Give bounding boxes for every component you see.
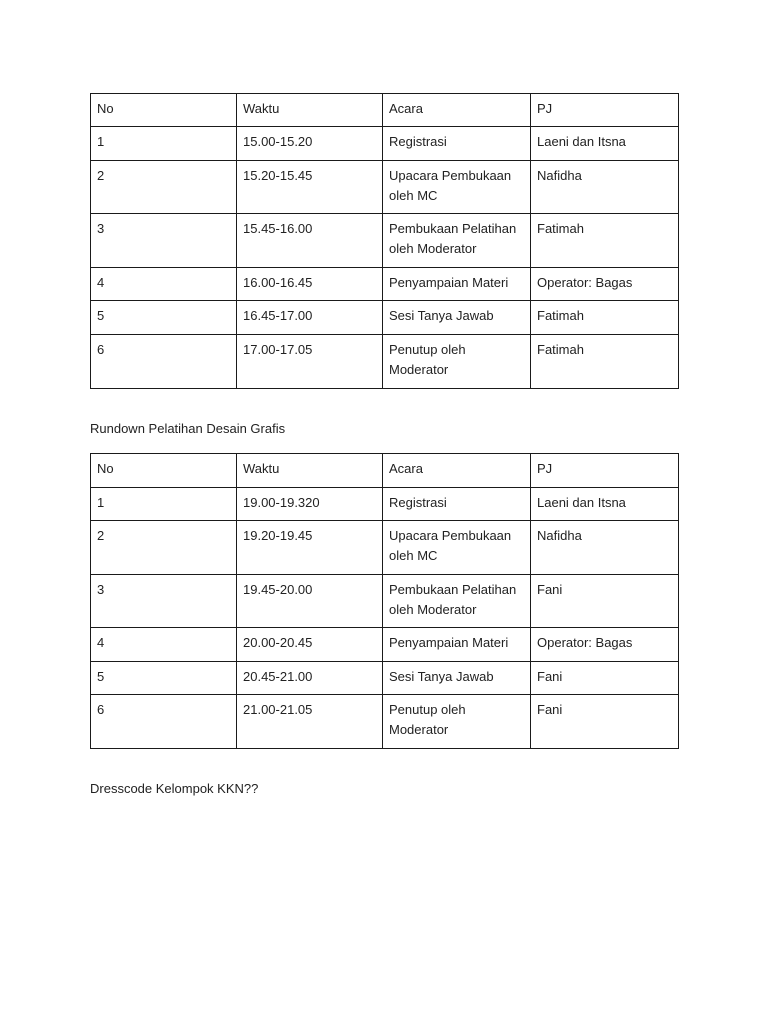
cell-pj: Fani	[531, 575, 679, 628]
cell-pj: Fatimah	[531, 214, 679, 268]
cell-waktu: 15.45-16.00	[237, 214, 383, 268]
cell-acara: Sesi Tanya Jawab	[383, 662, 531, 695]
rundown-table-1	[90, 93, 679, 389]
cell-waktu: 16.00-16.45	[237, 268, 383, 301]
cell-pj: Fatimah	[531, 335, 679, 389]
cell-no: 1	[91, 488, 237, 521]
cell-waktu: 20.45-21.00	[237, 662, 383, 695]
cell-no: 5	[91, 301, 237, 335]
cell-no: 4	[91, 268, 237, 301]
header-cell-pj: PJ	[531, 454, 679, 488]
table-row	[91, 575, 679, 628]
table-row	[91, 335, 679, 389]
cell-no: 2	[91, 521, 237, 575]
cell-no: 6	[91, 695, 237, 749]
table-row	[91, 127, 679, 161]
cell-waktu: 19.20-19.45	[237, 521, 383, 575]
cell-waktu: 20.00-20.45	[237, 628, 383, 662]
cell-pj: Fani	[531, 695, 679, 749]
cell-no: 4	[91, 628, 237, 662]
table-row	[91, 488, 679, 521]
cell-waktu: 21.00-21.05	[237, 695, 383, 749]
cell-no: 5	[91, 662, 237, 695]
cell-acara: Pembukaan Pelatihan oleh Moderator	[383, 575, 531, 628]
header-cell-acara: Acara	[383, 94, 531, 127]
cell-acara: Penyampaian Materi	[383, 628, 531, 662]
cell-acara: Pembukaan Pelatihan oleh Moderator	[383, 214, 531, 268]
header-cell-acara: Acara	[383, 454, 531, 488]
cell-waktu: 17.00-17.05	[237, 335, 383, 389]
table-row	[91, 521, 679, 575]
table-header-row	[91, 94, 679, 127]
cell-waktu: 15.00-15.20	[237, 127, 383, 161]
cell-acara: Penutup oleh Moderator	[383, 695, 531, 749]
header-cell-waktu: Waktu	[237, 94, 383, 127]
cell-no: 1	[91, 127, 237, 161]
cell-pj: Laeni dan Itsna	[531, 127, 679, 161]
header-cell-no: No	[91, 454, 237, 488]
cell-acara: Registrasi	[383, 127, 531, 161]
table-row	[91, 301, 679, 335]
table-row	[91, 161, 679, 214]
table-caption: Rundown Pelatihan Desain Grafis	[90, 421, 286, 436]
table-header-row	[91, 454, 679, 488]
cell-acara: Upacara Pembukaan oleh MC	[383, 521, 531, 575]
header-cell-pj: PJ	[531, 94, 679, 127]
cell-no: 3	[91, 575, 237, 628]
table-row	[91, 214, 679, 268]
header-cell-waktu: Waktu	[237, 454, 383, 488]
cell-acara: Penutup oleh Moderator	[383, 335, 531, 389]
cell-pj: Operator: Bagas	[531, 628, 679, 662]
dresscode-text: Dresscode Kelompok KKN??	[90, 781, 259, 796]
cell-pj: Operator: Bagas	[531, 268, 679, 301]
cell-waktu: 16.45-17.00	[237, 301, 383, 335]
cell-no: 2	[91, 161, 237, 214]
cell-acara: Registrasi	[383, 488, 531, 521]
cell-waktu: 19.00-19.320	[237, 488, 383, 521]
cell-pj: Fatimah	[531, 301, 679, 335]
rundown-table-2	[90, 453, 679, 749]
header-cell-no: No	[91, 94, 237, 127]
cell-acara: Penyampaian Materi	[383, 268, 531, 301]
cell-waktu: 15.20-15.45	[237, 161, 383, 214]
cell-waktu: 19.45-20.00	[237, 575, 383, 628]
cell-pj: Nafidha	[531, 521, 679, 575]
cell-pj: Nafidha	[531, 161, 679, 214]
cell-acara: Upacara Pembukaan oleh MC	[383, 161, 531, 214]
table-row	[91, 695, 679, 749]
cell-pj: Laeni dan Itsna	[531, 488, 679, 521]
cell-no: 6	[91, 335, 237, 389]
table-row	[91, 628, 679, 662]
table-row	[91, 662, 679, 695]
cell-pj: Fani	[531, 662, 679, 695]
cell-acara: Sesi Tanya Jawab	[383, 301, 531, 335]
table-row	[91, 268, 679, 301]
cell-no: 3	[91, 214, 237, 268]
